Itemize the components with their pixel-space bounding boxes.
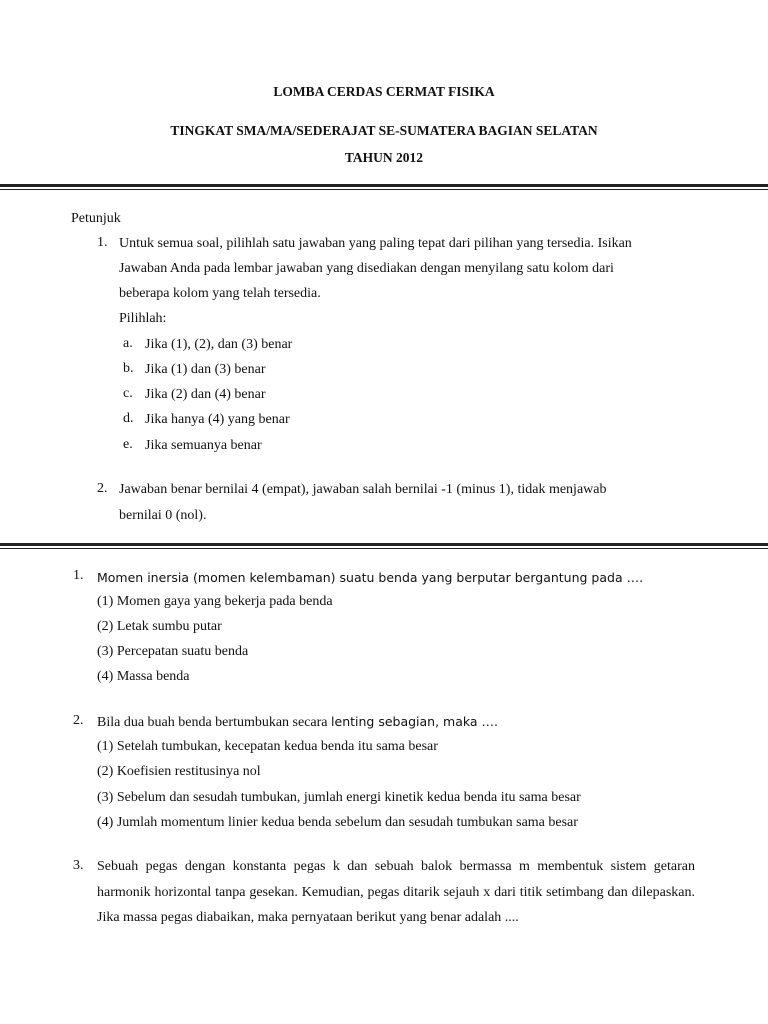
option-letter-e: e. bbox=[123, 437, 133, 452]
document-year: TAHUN 2012 bbox=[344, 150, 424, 165]
document-title: LOMBA CERDAS CERMAT FISIKA bbox=[273, 84, 495, 99]
question-1-option-2: (2) Letak sumbu putar bbox=[97, 619, 222, 634]
section-divider bbox=[0, 543, 768, 546]
option-text-c: Jika (2) dan (4) benar bbox=[145, 387, 266, 402]
question-2-option-2: (2) Koefisien restitusinya nol bbox=[97, 764, 261, 779]
option-letter-d: d. bbox=[123, 411, 134, 426]
header-divider-thin bbox=[0, 189, 768, 190]
question-1-option-1: (1) Momen gaya yang bekerja pada benda bbox=[97, 594, 333, 609]
question-3-text: Sebuah pegas dengan konstanta pegas k dan sebuah balok bermassa m membentuk sistem getaran harmonik horizontal tanpa gesekan. Kemudian, pegas ditarik sejauh x dari titik setimbang dan dilepaskan. Jika massa pegas diabaikan, maka pernyataan berikut yang benar adalah .... bbox=[97, 859, 695, 925]
question-1-option-4: (4) Massa benda bbox=[97, 669, 190, 684]
option-text-a: Jika (1), (2), dan (3) benar bbox=[145, 337, 293, 352]
question-2-number: 2. bbox=[73, 713, 84, 728]
option-letter-c: c. bbox=[123, 386, 133, 401]
instruction-1-line2: Jawaban Anda pada lembar jawaban yang disediakan dengan menyilang satu kolom dari bbox=[119, 261, 614, 276]
instruction-2-line1: Jawaban benar bernilai 4 (empat), jawaban salah bernilai -1 (minus 1), tidak menjawab bbox=[119, 482, 607, 497]
question-2-option-1: (1) Setelah tumbukan, kecepatan kedua benda itu sama besar bbox=[97, 739, 438, 754]
instruction-1-line4: Pilihlah: bbox=[119, 311, 167, 326]
instruction-1-number: 1. bbox=[97, 235, 108, 250]
instruction-1-line1: Untuk semua soal, pilihlah satu jawaban yang paling tepat dari pilihan yang tersedia. Isikan bbox=[119, 236, 632, 251]
section-divider-thin bbox=[0, 548, 768, 549]
question-1-number: 1. bbox=[73, 568, 84, 583]
question-2-text bbox=[97, 713, 498, 732]
instruction-2-number: 2. bbox=[97, 481, 108, 496]
document-subtitle: TINGKAT SMA/MA/SEDERAJAT SE-SUMATERA BAGIAN SELATAN bbox=[170, 123, 598, 138]
header-divider bbox=[0, 184, 768, 187]
instruction-2-line2: bernilai 0 (nol). bbox=[119, 508, 207, 523]
question-2-text-part2: lenting sebagian, maka …. bbox=[331, 714, 499, 729]
question-2-option-4: (4) Jumlah momentum linier kedua benda sebelum dan sesudah tumbukan sama besar bbox=[97, 815, 578, 830]
option-letter-a: a. bbox=[123, 336, 133, 351]
instruction-1-line3: beberapa kolom yang telah tersedia. bbox=[119, 286, 321, 301]
option-letter-b: b. bbox=[123, 361, 134, 376]
question-3-number: 3. bbox=[73, 858, 84, 873]
question-2-text-part1: Bila dua buah benda bertumbukan secara bbox=[97, 715, 332, 730]
question-2-option-3: (3) Sebelum dan sesudah tumbukan, jumlah energi kinetik kedua benda itu sama besar bbox=[97, 790, 581, 805]
instructions-heading: Petunjuk bbox=[71, 211, 121, 226]
question-1-text: Momen inersia (momen kelembaman) suatu benda yang berputar bergantung pada …. bbox=[97, 570, 644, 585]
option-text-b: Jika (1) dan (3) benar bbox=[145, 362, 266, 377]
option-text-e: Jika semuanya benar bbox=[145, 438, 262, 453]
question-1-option-3: (3) Percepatan suatu benda bbox=[97, 644, 249, 659]
option-text-d: Jika hanya (4) yang benar bbox=[145, 412, 290, 427]
